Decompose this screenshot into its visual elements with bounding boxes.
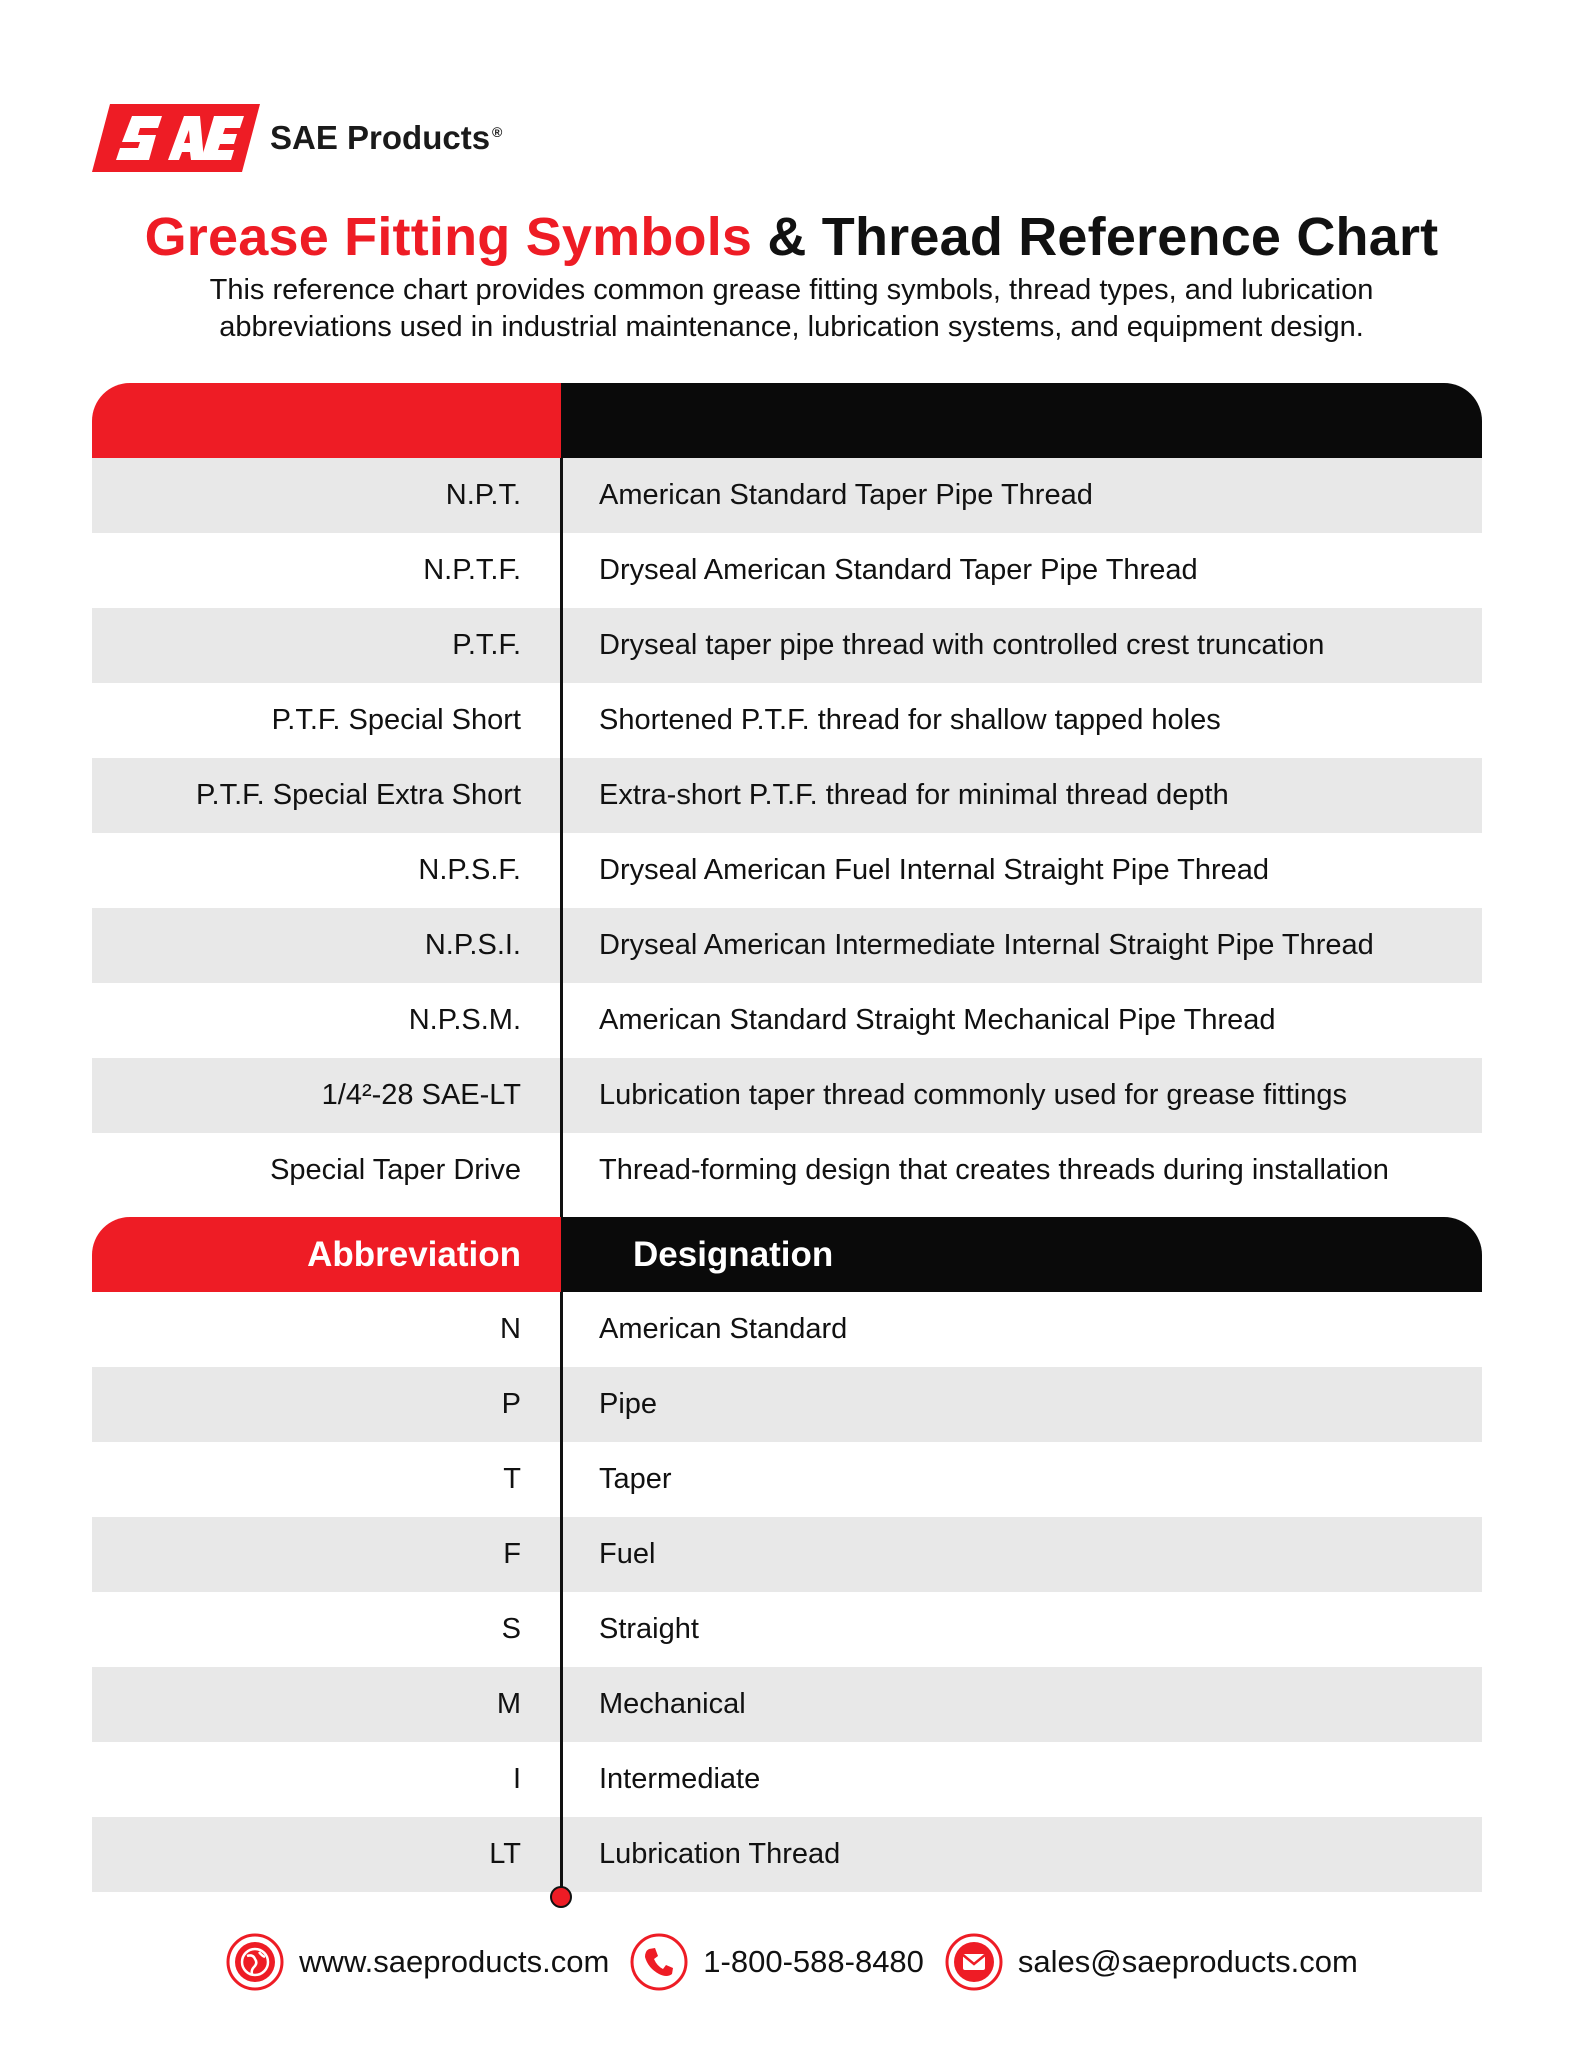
designation-cell: Pipe bbox=[599, 1388, 658, 1420]
brand-name: SAE Products ® bbox=[270, 119, 503, 156]
abbr-cell: LT bbox=[489, 1838, 521, 1870]
table-row bbox=[92, 1058, 1482, 1133]
title-highlight: Grease Fitting Symbols bbox=[144, 207, 753, 267]
email-contact[interactable] bbox=[944, 1932, 1358, 1992]
symbol-cell: P.T.F. Special Short bbox=[271, 704, 521, 736]
table-row bbox=[92, 1517, 1482, 1592]
symbol-cell: N.P.T.F. bbox=[423, 554, 521, 586]
table-row bbox=[92, 983, 1482, 1058]
symbol-cell: P.T.F. bbox=[452, 629, 521, 661]
abbr-cell: P bbox=[501, 1388, 521, 1420]
symbol-cell: N.P.S.I. bbox=[424, 929, 521, 961]
designation-cell: Lubrication Thread bbox=[599, 1838, 841, 1870]
description-cell: American Standard Taper Pipe Thread bbox=[599, 479, 1093, 511]
sae-logo-icon bbox=[92, 104, 260, 172]
thread-header-left bbox=[92, 383, 561, 458]
description-cell: Dryseal American Standard Taper Pipe Thread bbox=[599, 554, 1198, 586]
column-divider bbox=[560, 1292, 563, 1894]
designation-cell: Taper bbox=[599, 1463, 672, 1495]
designation-cell: Mechanical bbox=[599, 1688, 746, 1720]
email-text: sales@saeproducts.com bbox=[1017, 1944, 1358, 1979]
description-cell: Lubrication taper thread commonly used for grease fittings bbox=[599, 1079, 1347, 1111]
description-cell: American Standard Straight Mechanical Pipe Thread bbox=[599, 1004, 1276, 1036]
table-row bbox=[92, 1442, 1482, 1517]
abbr-cell: M bbox=[496, 1688, 521, 1720]
abbreviation-table-header bbox=[92, 1217, 1482, 1292]
column-divider bbox=[560, 458, 563, 1217]
page-title bbox=[0, 206, 1583, 268]
description-cell: Thread-forming design that creates threads during installation bbox=[599, 1154, 1389, 1186]
abbr-cell: S bbox=[501, 1613, 521, 1645]
designation-cell: Intermediate bbox=[599, 1763, 761, 1795]
description-cell: Shortened P.T.F. thread for shallow tapped holes bbox=[599, 704, 1221, 736]
symbol-cell: P.T.F. Special Extra Short bbox=[195, 779, 521, 811]
table-row bbox=[92, 1133, 1482, 1208]
table-row bbox=[92, 533, 1482, 608]
description-cell: Dryseal American Fuel Internal Straight Pipe Thread bbox=[599, 854, 1270, 886]
phone-text: 1-800-588-8480 bbox=[703, 1944, 924, 1979]
designation-cell: Fuel bbox=[599, 1538, 656, 1570]
website-text: www.saeproducts.com bbox=[299, 1944, 610, 1979]
table-row bbox=[92, 833, 1482, 908]
footer-contacts bbox=[0, 1930, 1583, 1994]
table-row bbox=[92, 1592, 1482, 1667]
description-cell: Dryseal American Intermediate Internal Straight Pipe Thread bbox=[599, 929, 1374, 961]
abbr-cell: N bbox=[500, 1313, 521, 1345]
brand bbox=[92, 104, 502, 172]
globe-icon bbox=[225, 1932, 285, 1992]
abbreviation-table bbox=[92, 1217, 1482, 1892]
thread-header-right bbox=[561, 383, 1482, 458]
website-contact[interactable] bbox=[225, 1932, 609, 1992]
designation-cell: American Standard bbox=[599, 1313, 848, 1345]
phone-contact[interactable] bbox=[629, 1932, 924, 1992]
table-row bbox=[92, 1367, 1482, 1442]
table-row bbox=[92, 608, 1482, 683]
table-row bbox=[92, 1292, 1482, 1367]
description-cell: Extra-short P.T.F. thread for minimal thread depth bbox=[599, 779, 1229, 811]
table-row bbox=[92, 1742, 1482, 1817]
page-subtitle: This reference chart provides common grease fitting symbols, thread types, and lubrication abbreviations used in industrial maintenance, lubrication systems, and equipment design. bbox=[209, 274, 1374, 343]
table-row bbox=[92, 908, 1482, 983]
table-row bbox=[92, 683, 1482, 758]
designation-header: Designation bbox=[561, 1217, 1482, 1292]
table-row bbox=[92, 1817, 1482, 1892]
symbol-cell: N.P.S.M. bbox=[408, 1004, 521, 1036]
divider-end-dot bbox=[550, 1886, 572, 1908]
symbol-cell: N.P.S.F. bbox=[418, 854, 521, 886]
symbol-cell: 1/4²-28 SAE-LT bbox=[321, 1079, 521, 1111]
symbol-cell: N.P.T. bbox=[445, 479, 521, 511]
mail-icon bbox=[944, 1932, 1004, 1992]
abbr-cell: I bbox=[512, 1763, 521, 1795]
phone-icon bbox=[629, 1932, 689, 1992]
abbr-cell: T bbox=[503, 1463, 521, 1495]
abbr-cell: F bbox=[503, 1538, 521, 1570]
table-row bbox=[92, 458, 1482, 533]
thread-table-header bbox=[92, 383, 1482, 458]
thread-table bbox=[92, 383, 1482, 1208]
table-row bbox=[92, 758, 1482, 833]
abbreviation-header: Abbreviation bbox=[92, 1217, 561, 1292]
title-rest: & Thread Reference Chart bbox=[767, 207, 1439, 267]
table-row bbox=[92, 1667, 1482, 1742]
designation-cell: Straight bbox=[599, 1613, 699, 1645]
symbol-cell: Special Taper Drive bbox=[270, 1154, 521, 1186]
description-cell: Dryseal taper pipe thread with controlled crest truncation bbox=[599, 629, 1325, 661]
